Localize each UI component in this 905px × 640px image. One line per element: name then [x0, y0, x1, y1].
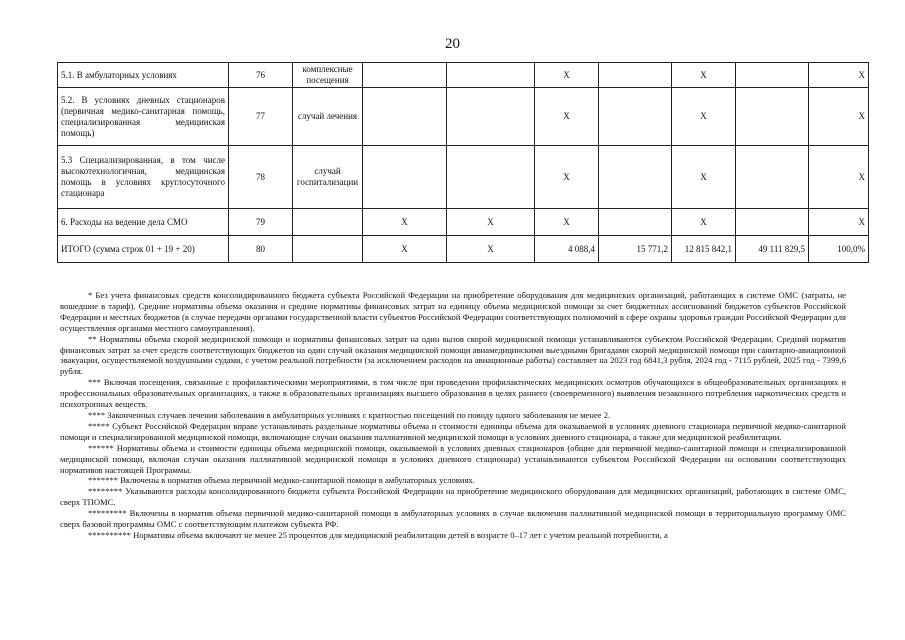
cell-name: ИТОГО (сумма строк 01 + 19 + 20) [58, 236, 229, 263]
cell-c9 [736, 63, 809, 88]
cell-c4 [363, 88, 447, 146]
footnote: ********* Включены в норматив объема первичной медико-санитарной помощи в амбулаторных условиях в случае включения паллиативной медицинской помощи в территориальную программу ОМС сверх базовой программы ОМС с соответствующим платежом субъекта РФ. [60, 508, 846, 530]
cell-c5 [447, 88, 535, 146]
cell-c10: X [809, 63, 869, 88]
cell-c6: X [535, 88, 599, 146]
footnotes [60, 290, 846, 541]
footnote: *** Включая посещения, связанные с профилактическими мероприятиями, в том числе при проведении профилактических медицинских осмотров обучающихся в общеобразовательных организациях и профессиональных образовательных организациях, а также в образовательных организациях высшего образования в целях раннего (своевременного) выявления незаконного потребления наркотических средств и психотропных веществ. [60, 377, 846, 410]
cell-c10: X [809, 88, 869, 146]
footnote: ****** Нормативы объема и стоимости единицы объема медицинской помощи, оказываемой в условиях дневных стационаров (общие для первичной медико-санитарной помощи и специализированной медицинской помощи, включая случаи оказания паллиативной медицинской помощи в условиях дневного стационара) устанавливаются субъектом Российской Федерации на основании соответствующих нормативов настоящей Программы. [60, 442, 846, 475]
cell-name: 5.1. В амбулаторных условиях [58, 63, 229, 88]
footnote: **** Законченных случаев лечения заболевания в амбулаторных условиях с кратностью посещений по поводу одного заболевания не менее 2. [88, 409, 611, 420]
cell-name: 6. Расходы на ведение дела СМО [58, 209, 229, 236]
cell-c7 [599, 63, 672, 88]
cell-c7 [599, 209, 672, 236]
table-row [58, 88, 869, 146]
cell-unit [293, 209, 363, 236]
cell-c8: X [672, 88, 736, 146]
cell-c8: X [672, 209, 736, 236]
cell-c5 [447, 63, 535, 88]
cell-name: 5.2. В условиях дневных стационаров (первичная медико-санитарная помощь, специализированная медицинская помощь) [58, 88, 229, 146]
cell-code: 76 [229, 63, 293, 88]
cell-c6: 4 088,4 [535, 236, 599, 263]
cell-c8: X [672, 146, 736, 209]
cell-c5: X [447, 236, 535, 263]
footnote: ******* Включены в норматив объема первичной медико-санитарной помощи в амбулаторных условиях. [88, 475, 475, 486]
cell-c8: 12 815 842,1 [672, 236, 736, 263]
footnote: ***** Субъект Российской Федерации вправе устанавливать раздельные нормативы объема и стоимости единицы объема для оказываемой в условиях дневного стационара первичной медико-санитарной помощи и специализированной медицинской помощи, включающие случаи оказания паллиативной медицинской помощи в условиях дневного стационара, а также для медицинской реабилитации. [60, 420, 846, 442]
table-row [58, 236, 869, 263]
cell-c9 [736, 209, 809, 236]
cell-c10: 100,0% [809, 236, 869, 263]
cell-c8: X [672, 63, 736, 88]
table-row [58, 209, 869, 236]
cell-c4 [363, 146, 447, 209]
cell-c5 [447, 146, 535, 209]
footnote: ** Нормативы объема скорой медицинской помощи и нормативы финансовых затрат на один вызов скорой медицинской помощи устанавливаются субъектом Российской Федерации. Средний норматив финансовых затрат за счет средств соответствующих бюджетов на один случай оказания медицинской помощи авиамедицинскими выездными бригадами скорой медицинской помощи при санитарно-авиационной эвакуации, осуществляемой воздушными судами, с учетом реальной потребности (за исключением расходов на авиационные работы) составляет на 2023 год 6841,3 рубля, 2024 год - 7115 рублей, 2025 год - 7399,6 рубля. [60, 333, 846, 377]
cell-c4 [363, 63, 447, 88]
footnote: * Без учета финансовых средств консолидированного бюджета субъекта Российской Федерации на приобретение оборудования для медицинских организаций, работающих в системе ОМС (затраты, не вошедшие в тариф). Средние нормативы объема оказания и средние нормативы финансовых затрат на единицу объема медицинской помощи за счет бюджетных ассигнований бюджетов субъектов Российской Федерации и местных бюджетов (в случае передачи органами государственной власти субъектов Российской Федерации соответствующих полномочий в сфере охраны здоровья граждан Российской Федерации для осуществления органами местного самоуправления). [60, 290, 846, 333]
cell-c9 [736, 146, 809, 209]
footnote: ******** Указываются расходы консолидированного бюджета субъекта Российской Федерации на приобретение медицинского оборудования для медицинских организаций, работающих в системе ОМС, сверх ТПОМС. [60, 486, 846, 508]
page-number: 20 [445, 36, 460, 52]
cell-c9: 49 111 829,5 [736, 236, 809, 263]
cell-unit [293, 236, 363, 263]
cell-code: 77 [229, 88, 293, 146]
cell-unit: случай лечения [293, 88, 363, 146]
cell-c5: X [447, 209, 535, 236]
cell-name: 5.3 Специализированная, в том числе высокотехнологичная, медицинская помощь в условиях круглосуточного стационара [58, 146, 229, 209]
cell-c10: X [809, 146, 869, 209]
table-row [58, 146, 869, 209]
cell-c6: X [535, 209, 599, 236]
cell-c7 [599, 88, 672, 146]
cell-c7 [599, 146, 672, 209]
footnote: ********** Нормативы объема включают не менее 25 процентов для медицинской реабилитации детей в возрасте 0–17 лет с учетом реальной потребности, а [88, 529, 668, 540]
cell-c9 [736, 88, 809, 146]
cell-c4: X [363, 209, 447, 236]
cell-code: 80 [229, 236, 293, 263]
table-row [58, 63, 869, 88]
cell-c6: X [535, 63, 599, 88]
cell-c6: X [535, 146, 599, 209]
cell-c10: X [809, 209, 869, 236]
cell-c7: 15 771,2 [599, 236, 672, 263]
cell-unit: комплексные посещения [293, 63, 363, 88]
financing-table [57, 62, 869, 263]
cell-code: 79 [229, 209, 293, 236]
cell-unit: случай госпитализации [293, 146, 363, 209]
cell-c4: X [363, 236, 447, 263]
cell-code: 78 [229, 146, 293, 209]
